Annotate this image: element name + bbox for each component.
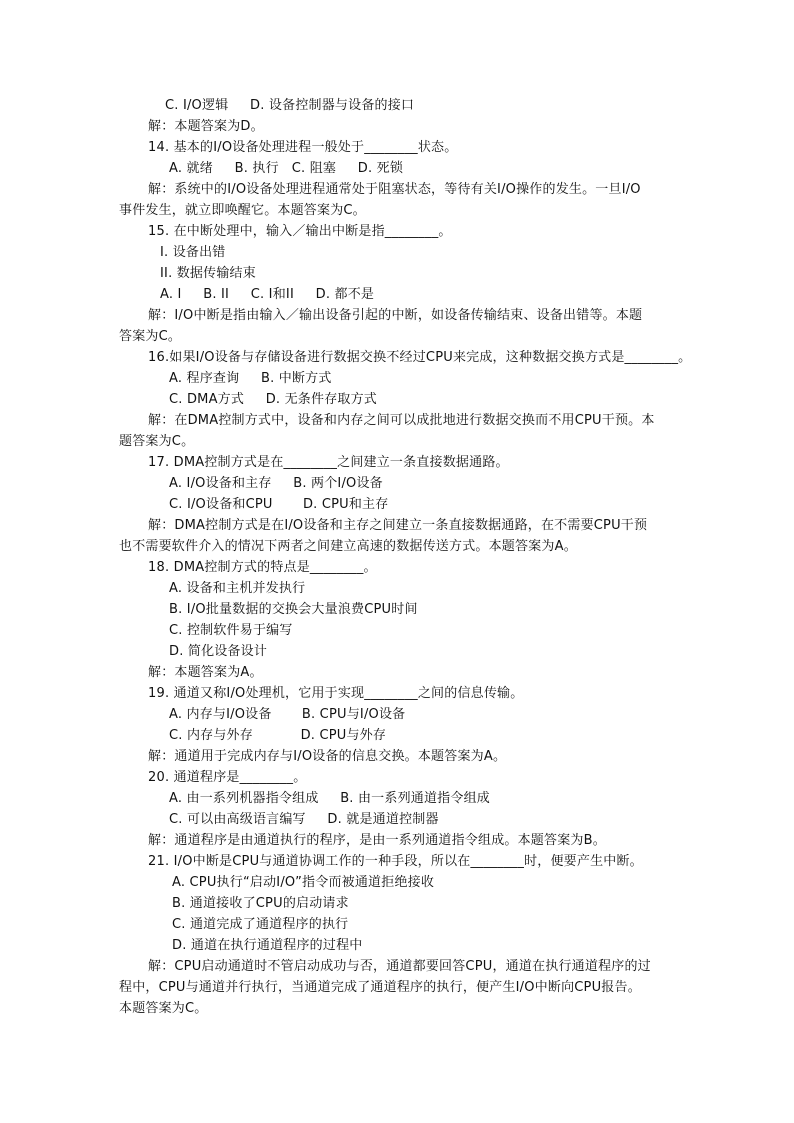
answer-line: 事件发生，就立即唤醒它。本题答案为C。	[119, 203, 366, 218]
option-line: A. I/O设备和主存 B. 两个I/O设备	[169, 476, 383, 491]
option-line: C. 控制软件易于编写	[169, 623, 293, 638]
question-line: 20. 通道程序是________。	[148, 770, 307, 785]
option-line: A. 由一系列机器指令组成 B. 由一系列通道指令组成	[169, 791, 490, 806]
answer-line: 解：系统中的I/O设备处理进程通常处于阻塞状态，等待有关I/O操作的发生。一旦I/O	[148, 182, 641, 197]
option-line: A. 设备和主机并发执行	[169, 581, 306, 596]
question-line: 17. DMA控制方式是在________之间建立一条直接数据通路。	[148, 455, 509, 470]
option-line: C. 可以由高级语言编写 D. 就是通道控制器	[169, 812, 439, 827]
answer-line: 解：在DMA控制方式中，设备和内存之间可以成批地进行数据交换而不用CPU干预。本	[148, 413, 655, 428]
option-line: B. I/O批量数据的交换会大量浪费CPU时间	[169, 602, 418, 617]
answer-line: 解：通道用于完成内存与I/O设备的信息交换。本题答案为A。	[148, 749, 507, 764]
question-line: 15. 在中断处理中，输入／输出中断是指________。	[148, 224, 452, 239]
question-line: 18. DMA控制方式的特点是________。	[148, 560, 377, 575]
option-line: A. 程序查询 B. 中断方式	[169, 371, 332, 386]
option-line: A. 内存与I/O设备 B. CPU与I/O设备	[169, 707, 406, 722]
answer-line: 题答案为C。	[119, 434, 195, 449]
answer-line: 解：CPU启动通道时不管启动成功与否，通道都要回答CPU，通道在执行通道程序的过	[148, 959, 651, 974]
item-line: I. 设备出错	[160, 245, 226, 260]
item-line: II. 数据传输结束	[160, 266, 256, 281]
question-line: 21. I/O中断是CPU与通道协调工作的一种手段，所以在________时，便要产生中断。	[148, 854, 643, 869]
answer-line: 解：I/O中断是指由输入／输出设备引起的中断，如设备传输结束、设备出错等。本题	[148, 308, 643, 323]
question-line: 16.如果I/O设备与存储设备进行数据交换不经过CPU来完成，这种数据交换方式是________。	[148, 350, 692, 365]
option-line: D. 通道在执行通道程序的过程中	[172, 938, 363, 953]
option-line: C. 内存与外存 D. CPU与外存	[169, 728, 387, 743]
option-line: C. I/O逻辑 D. 设备控制器与设备的接口	[165, 98, 415, 113]
answer-line: 解：通道程序是由通道执行的程序，是由一系列通道指令组成。本题答案为B。	[148, 833, 606, 848]
answer-line: 答案为C。	[119, 329, 182, 344]
answer-line: 程中，CPU与通道并行执行，当通道完成了通道程序的执行，便产生I/O中断向CPU报告。	[119, 980, 641, 995]
question-line: 19. 通道又称I/O处理机，它用于实现________之间的信息传输。	[148, 686, 524, 701]
option-line: B. 通道接收了CPU的启动请求	[172, 896, 349, 911]
answer-line: 解：DMA控制方式是在I/O设备和主存之间建立一条直接数据通路，在不需要CPU干预	[148, 518, 648, 533]
option-line: A. CPU执行“启动I/O”指令而被通道拒绝接收	[172, 875, 435, 890]
answer-line: 解：本题答案为A。	[148, 665, 263, 680]
answer-line: 本题答案为C。	[119, 1001, 208, 1016]
option-line: A. 就绪 B. 执行 C. 阻塞 D. 死锁	[169, 161, 404, 176]
option-line: C. I/O设备和CPU D. CPU和主存	[169, 497, 389, 512]
option-line: A. I B. II C. I和II D. 都不是	[160, 287, 375, 302]
question-line: 14. 基本的I/O设备处理进程一般处于________状态。	[148, 140, 458, 155]
answer-line: 也不需要软件介入的情况下两者之间建立高速的数据传送方式。本题答案为A。	[119, 539, 577, 554]
answer-line: 解：本题答案为D。	[148, 119, 264, 134]
option-line: D. 简化设备设计	[169, 644, 268, 659]
option-line: C. DMA方式 D. 无条件存取方式	[169, 392, 377, 407]
option-line: C. 通道完成了通道程序的执行	[172, 917, 349, 932]
